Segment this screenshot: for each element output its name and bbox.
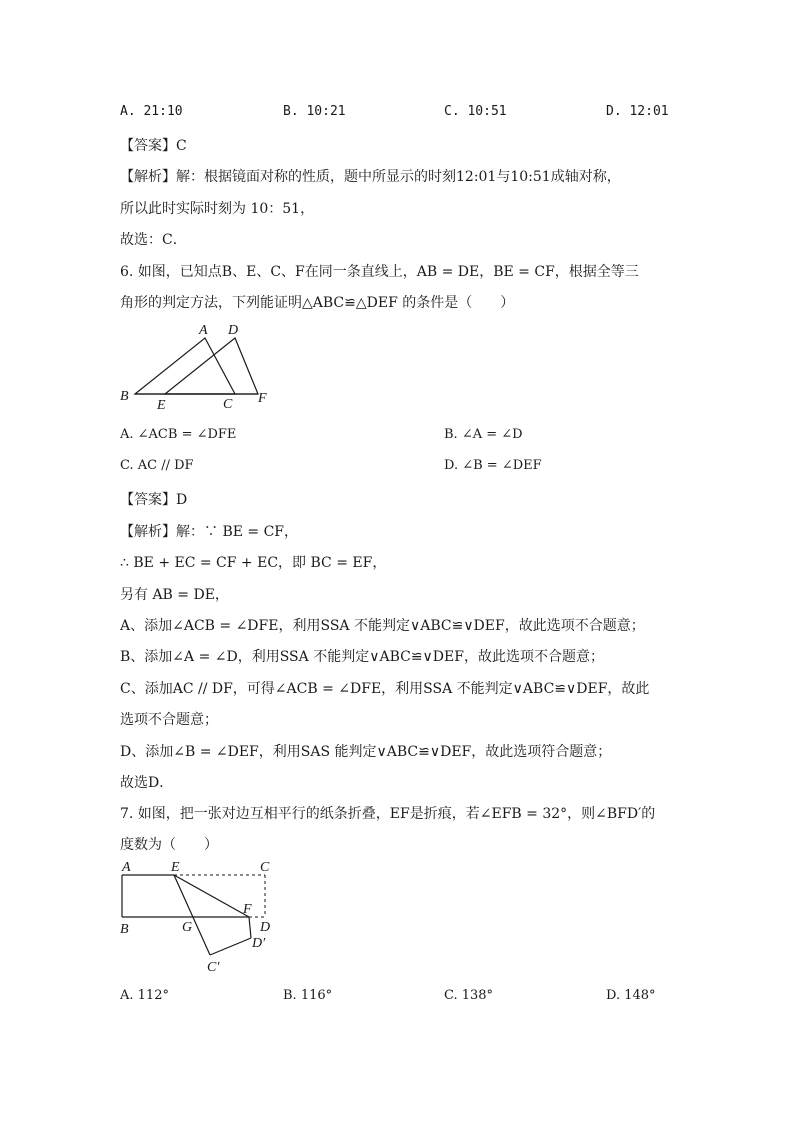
- q7-option-b: B. 116°: [283, 988, 333, 1003]
- q5-answer: 【答案】C: [120, 138, 187, 154]
- triangle-def: [165, 338, 258, 394]
- label-c-prime: C′: [207, 960, 220, 975]
- q6-analysis-line-6: C、添加AC // DF，可得∠ACB = ∠DFE，利用SSA 不能判定∨ABC≌∨DEF，故此: [120, 681, 650, 697]
- label-f: F: [243, 902, 252, 917]
- label-b: B: [120, 389, 129, 404]
- q6-answer: 【答案】D: [120, 492, 188, 508]
- q7-stem-line-2: 度数为（ ）: [120, 837, 218, 853]
- q6-analysis-line-7: 选项不合题意；: [120, 712, 218, 728]
- q7-option-d: D. 148°: [606, 988, 656, 1003]
- q6-option-a: A. ∠ACB = ∠DFE: [120, 427, 237, 442]
- label-c: C: [260, 860, 270, 875]
- q5-analysis-line-1: 【解析】解：根据镜面对称的性质，题中所显示的时刻12:01与10:51成轴对称，: [120, 169, 621, 185]
- q6-analysis-line-4: A、添加∠ACB = ∠DFE，利用SSA 不能判定∨ABC≌∨DEF，故此选项不合题意；: [120, 618, 645, 634]
- label-d-prime: D′: [252, 936, 266, 951]
- q6-stem-line-1: 6. 如图，已知点B、E、C、F在同一条直线上，AB = DE，BE = CF，根据全等三: [120, 264, 639, 280]
- q6-option-b: B. ∠A = ∠D: [444, 427, 523, 442]
- fold-crease-ef: [174, 875, 249, 917]
- q6-analysis-line-2: ∴ BE + EC = CF + EC，即 BC = EF，: [120, 555, 387, 571]
- q6-analysis-line-8: D、添加∠B = ∠DEF，利用SAS 能判定∨ABC≌∨DEF，故此选项符合题意；: [120, 744, 612, 760]
- q6-option-d: D. ∠B = ∠DEF: [444, 458, 542, 473]
- folded-edge-d2f: [249, 917, 251, 938]
- q6-stem-line-2: 角形的判定方法，下列能证明△ABC≌△DEF 的条件是（ ）: [120, 295, 515, 311]
- label-b: B: [120, 922, 129, 937]
- label-d: D: [228, 323, 239, 338]
- label-e: E: [157, 398, 166, 413]
- q7-option-c: C. 138°: [444, 988, 494, 1003]
- label-g: G: [182, 920, 193, 935]
- q6-analysis-line-1: 【解析】解：∵ BE = CF，: [120, 524, 299, 540]
- q5-option-c: C. 10:51: [444, 104, 507, 119]
- q7-option-a: A. 112°: [120, 988, 169, 1003]
- label-c: C: [223, 397, 233, 412]
- q7-figure: [110, 855, 290, 980]
- q6-analysis-line-5: B、添加∠A = ∠D，利用SSA 不能判定∨ABC≌∨DEF，故此选项不合题意；: [120, 649, 604, 665]
- q6-figure: [110, 315, 290, 415]
- triangle-abc: [135, 338, 235, 394]
- label-d: D: [260, 920, 271, 935]
- q5-analysis-line-2: 所以此时实际时刻为 10：51，: [120, 201, 315, 217]
- q7-stem-line-1: 7. 如图，把一张对边互相平行的纸条折叠，EF是折痕，若∠EFB = 32°，则∠BFD′的: [120, 806, 656, 822]
- label-a: A: [122, 860, 131, 875]
- q5-analysis-line-3: 故选：C．: [120, 232, 187, 248]
- q5-option-d: D. 12:01: [606, 104, 669, 119]
- label-f: F: [258, 391, 267, 406]
- q6-option-c: C. AC // DF: [120, 458, 194, 473]
- folded-edge-ec2: [174, 875, 210, 955]
- folded-edge-c2d2: [210, 938, 251, 955]
- q6-analysis-line-3: 另有 AB = DE，: [120, 587, 229, 603]
- q6-analysis-line-9: 故选D．: [120, 775, 174, 791]
- label-a: A: [199, 323, 208, 338]
- label-e: E: [171, 860, 180, 875]
- q5-option-a: A. 21:10: [120, 104, 183, 119]
- q5-option-b: B. 10:21: [283, 104, 346, 119]
